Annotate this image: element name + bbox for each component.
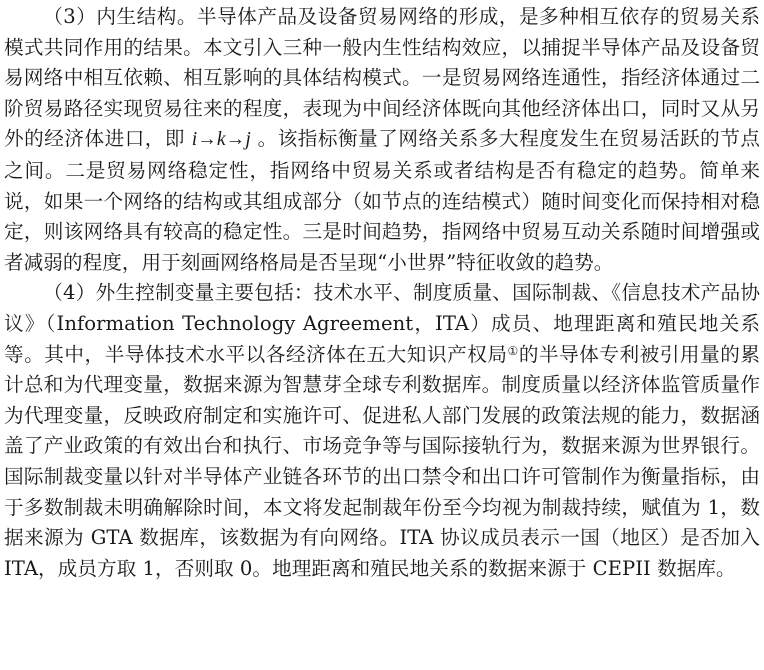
math-expression: i→k→j: [191, 129, 251, 151]
paragraph-text-segment: （4）外生控制变量主要包括：技术水平、制度质量、国际制裁、《信息技术产品协议》（Information Technology Agreement，ITA）成员、地理距离和殖民地关系等。其中，半导体技术水平以各经济体在五大知识产权局: [4, 281, 760, 366]
paragraph-endogenous-structure: [4, 2, 760, 278]
paragraph-text-segment: 的半导体专利被引用量的累计总和为代理变量，数据来源为智慧芽全球专利数据库。制度质量以经济体监管质量作为代理变量，反映政府制定和实施许可、促进私人部门发展的政策法规的能力，数据涵盖了产业政策的有效出台和执行、市场竞争等与国际接轨行为，数据来源为世界银行。国际制裁变量以针对半导体产业链各环节的出口禁令和出口许可管制作为衡量指标，由于多数制裁未明确解除时间，本文将发起制裁年份至今均视为制裁持续，赋值为 1，数据来源为 GTA 数据库，该数据为有向网络。ITA 协议成员表示一国（地区）是否加入 ITA，成员方取 1，否则取 0。地理距离和殖民地关系的数据来源于 CEPII 数据库。: [4, 342, 760, 580]
paragraph-text-segment: 。该指标衡量了网络关系多大程度发生在贸易活跃的节点之间。二是贸易网络稳定性，指网络中贸易关系或者结构是否有稳定的趋势。简单来说，如果一个网络的结构或其组成部分（如节点的连结模式）随时间变化而保持相对稳定，则该网络具有较高的稳定性。三是时间趋势，指网络中贸易互动关系随时间增强或者减弱的程度，用于刻画网络格局是否呈现“小世界”特征收敛的趋势。: [4, 127, 760, 274]
paragraph-text-segment: （3）内生结构。半导体产品及设备贸易网络的形成，是多种相互依存的贸易关系模式共同作用的结果。本文引入三种一般内生性结构效应，以捕捉半导体产品及设备贸易网络中相互依赖、相互影响的具体结构模式。一是贸易网络连通性，指经济体通过二阶贸易路径实现贸易往来的程度，表现为中间经济体既向其他经济体出口，同时又从另外的经济体进口，即: [4, 5, 760, 151]
footnote-marker[interactable]: ①: [507, 343, 519, 358]
paragraph-exogenous-controls: [4, 278, 760, 584]
